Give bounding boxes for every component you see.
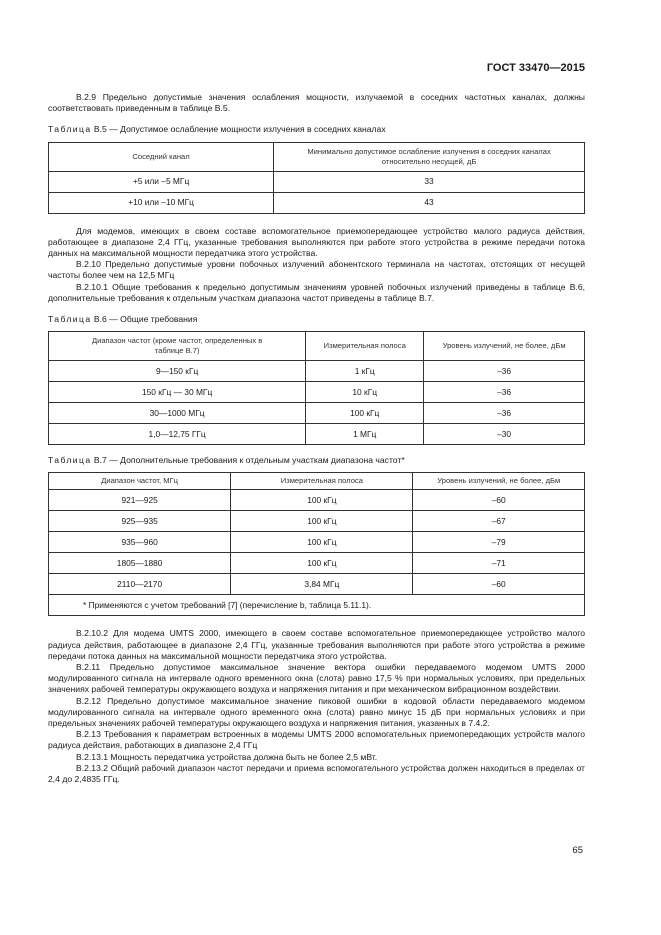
table-cell: –60 — [413, 574, 585, 595]
paragraph-b2132: В.2.13.2 Общий рабочий диапазон частот передачи и приема вспомогательного устройства должен находиться в пределах от 2,4 до 2,4835 ГГц. — [48, 762, 585, 785]
paragraph-b210: В.2.10 Предельно допустимые уровни побочных излучений абонентского терминала на частотах, отстоящих от несущей частоты более чем на 12,5 МГц — [48, 259, 585, 281]
table-cell: –60 — [413, 490, 585, 511]
table-cell: 150 кГц — 30 МГц — [49, 382, 306, 403]
paragraph-b212: В.2.12 Предельно допустимое максимальное значение пиковой ошибки в кодовой области передаваемого модемом модулированного сигнала на интервале одного временного окна (слота) равно минус 15 дБ при нормальных условиях и при предельных значениях рабочей температуры окружающего воздуха и напряжения питания, указанных в 7.4.2. — [48, 695, 585, 729]
table-cell: 1 МГц — [306, 424, 424, 445]
table-cell: 100 кГц — [306, 403, 424, 424]
table-row — [49, 171, 585, 192]
table-header-cell: Диапазон частот, МГц — [49, 473, 231, 490]
caption-label: Таблица — [48, 314, 92, 325]
table-header-cell: Минимально допустимое ослабление излучения в соседних каналах относительно несущей, дБ — [274, 142, 585, 171]
table-cell: –30 — [424, 424, 585, 445]
table-header-cell: Измерительная полоса — [231, 473, 413, 490]
table-header-cell: Соседний канал — [49, 142, 274, 171]
table-header-cell: Уровень излучений, не более, дБм — [413, 473, 585, 490]
table-b5 — [48, 142, 585, 214]
table-b5-caption — [48, 124, 585, 135]
paragraph-b2131: В.2.13.1 Мощность передатчика устройства должна быть не более 2,5 мВт. — [76, 751, 378, 762]
table-header-row — [49, 142, 585, 171]
table-note: * Применяются с учетом требований [7] (перечисление b, таблица 5.11.1). — [49, 595, 585, 616]
table-cell: 30—1000 МГц — [49, 403, 306, 424]
table-cell: –79 — [413, 532, 585, 553]
paragraph-modem: Для модемов, имеющих в своем составе вспомогательное приемопередающее устройство малого радиуса действия, работающее в диапазоне 2,4 ГГц, указанные требования выполняются при работе этого устройства в режиме передачи потока данных на максимальной мощности передатчика этого устройства. — [48, 225, 585, 259]
table-row — [49, 382, 585, 403]
page-content — [48, 92, 585, 785]
table-row — [49, 574, 585, 595]
table-cell: 3,84 МГц — [231, 574, 413, 595]
table-cell: 100 кГц — [231, 532, 413, 553]
table-cell: –67 — [413, 511, 585, 532]
page-number: 65 — [572, 845, 583, 856]
table-header-cell: Диапазон частот (кроме частот, определенных в таблице В.7) — [49, 332, 306, 361]
table-cell: –36 — [424, 361, 585, 382]
caption-label: Таблица — [48, 124, 92, 135]
table-row — [49, 361, 585, 382]
table-header-cell: Уровень излучений, не более, дБм — [424, 332, 585, 361]
table-cell: 2110—2170 — [49, 574, 231, 595]
table-cell: 10 кГц — [306, 382, 424, 403]
table-cell: 1,0—12,75 ГГц — [49, 424, 306, 445]
table-cell: –71 — [413, 553, 585, 574]
document-id: ГОСТ 33470—2015 — [486, 62, 585, 74]
table-cell: 9—150 кГц — [49, 361, 306, 382]
table-header-row — [49, 332, 585, 361]
table-b7-caption — [48, 455, 585, 466]
paragraph-b2102: В.2.10.2 Для модема UMTS 2000, имеющего в своем составе вспомогательное приемопередающее устройство малого радиуса действия, работающее в диапазоне 2,4 ГГц, указанные требования выполняются при работе этого устройства в режиме передачи потока данных на максимальной мощности передатчика этого устройства. — [48, 628, 585, 661]
table-note-row — [49, 595, 585, 616]
paragraph-b29: В.2.9 Предельно допустимые значения ослабления мощности, излучаемой в соседних частотных каналах, должны соответствовать приведенным в таблице В.5. — [48, 92, 585, 114]
table-row — [49, 553, 585, 574]
caption-text: В.7 — Дополнительные требования к отдельным участкам диапазона частот* — [93, 455, 405, 466]
table-b6-caption — [48, 314, 585, 325]
paragraph-b211: В.2.11 Предельно допустимое максимальное значение вектора ошибки передаваемого модемом UMTS 2000 модулированного сигнала на интервале одного временного окна (слота) равно 17,5 % при нормальных условиях, при предельных значениях рабочей температуры окружающего воздуха и напряжения питания и при механическом вибрационном воздействии. — [48, 662, 585, 695]
table-row — [49, 403, 585, 424]
table-cell: 1 кГц — [306, 361, 424, 382]
table-cell: 100 кГц — [231, 490, 413, 511]
table-row — [49, 532, 585, 553]
paragraph-b2101: В.2.10.1 Общие требования к предельно допустимым значениям уровней побочных излучений приведены в таблице В.6, дополнительные требования к отдельным участкам диапазона частот приведены в таблице В.7. — [48, 281, 585, 303]
table-cell: 925—935 — [49, 511, 231, 532]
table-b6 — [48, 331, 585, 445]
caption-text: В.5 — Допустимое ослабление мощности излучения в соседних каналах — [93, 124, 386, 135]
table-header-cell: Измерительная полоса — [306, 332, 424, 361]
table-cell: 100 кГц — [231, 511, 413, 532]
table-row — [49, 490, 585, 511]
table-cell: 921—925 — [49, 490, 231, 511]
table-cell: +5 или –5 МГц — [49, 171, 274, 192]
table-cell: 33 — [274, 171, 585, 192]
table-cell: 43 — [274, 192, 585, 213]
table-b7 — [48, 472, 585, 616]
table-cell: +10 или –10 МГц — [49, 192, 274, 213]
paragraph-b213: В.2.13 Требования к параметрам встроенных в модемы UMTS 2000 вспомогательных приемопередающих устройств малого радиуса действия, работающих в диапазоне 2,4 ГГц — [48, 729, 585, 751]
table-cell: –36 — [424, 382, 585, 403]
table-row — [49, 511, 585, 532]
table-cell: –36 — [424, 403, 585, 424]
table-header-row — [49, 473, 585, 490]
table-cell: 935—960 — [49, 532, 231, 553]
table-row — [49, 424, 585, 445]
caption-text: В.6 — Общие требования — [93, 314, 198, 325]
table-cell: 100 кГц — [231, 553, 413, 574]
caption-label: Таблица — [48, 455, 92, 466]
table-cell: 1805—1880 — [49, 553, 231, 574]
table-row — [49, 192, 585, 213]
